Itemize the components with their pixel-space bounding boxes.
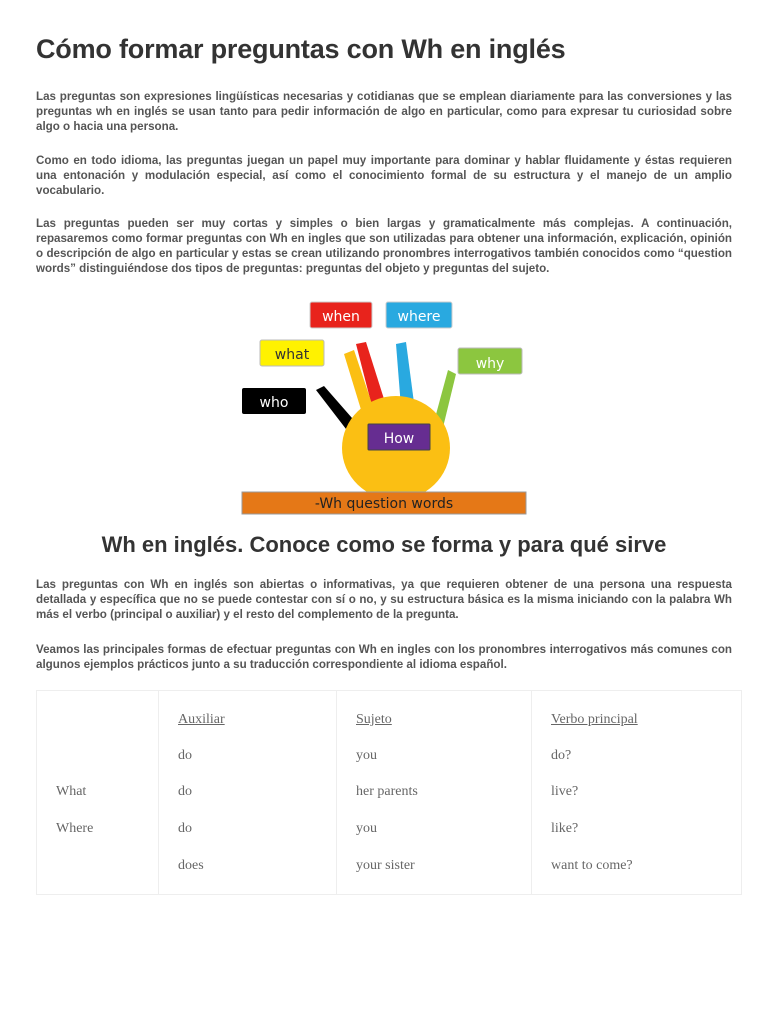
what-label-box	[260, 340, 324, 366]
table-cell: Where	[56, 821, 94, 836]
banner-label: -Wh question words	[314, 496, 454, 512]
table-cell: live?	[551, 784, 579, 799]
where-label-box	[386, 302, 452, 328]
examples-intro-paragraph: Veamos las principales formas de efectuar preguntas con Wh en ingles con los pronombres interrogativos más comunes con algunos ejemplos prácticos junto a su traducción correspondiente al idioma español.	[36, 643, 732, 671]
wh-question-words-banner	[242, 492, 526, 514]
table-cell: you	[356, 748, 377, 763]
wh-word-column	[37, 691, 159, 895]
table-cell: What	[56, 784, 87, 799]
table-cell: do	[178, 821, 192, 836]
who-label-box	[242, 388, 306, 414]
where-label: where	[397, 309, 441, 325]
verbo-principal-column	[532, 691, 742, 895]
table-cell: you	[356, 821, 377, 836]
table-cell: do	[178, 748, 192, 763]
how-label: How	[383, 431, 415, 447]
intro-paragraph: Las preguntas son expresiones lingüísticas necesarias y cotidianas que se emplean diariamente para las conversiones y las preguntas wh en inglés se usan tanto para pedir información de algo en particular, como para expresar tu curiosidad sobre algo o hacia una persona.	[36, 90, 732, 133]
page-title: Cómo formar preguntas con Wh en inglés	[36, 34, 566, 64]
structure-paragraph: Las preguntas con Wh en inglés son abiertas o informativas, ya que requieren obtener de una persona una respuesta detallada y específica que no se puede contestar con sí o no, y su estructura básica es la misma iniciando con la palabra Wh más el verbo (principal o auxiliar) y el resto del complemento de la pregunta.	[36, 578, 732, 621]
table-cell: do	[178, 784, 192, 799]
what-label: what	[274, 347, 310, 363]
table-cell: her parents	[356, 784, 418, 799]
question-types-paragraph: Las preguntas pueden ser muy cortas y simples o bien largas y gramaticalmente más complejas. A continuación, repasaremos como formar preguntas con Wh en ingles que son utilizadas para obtener una información, explicación, opinión o descripción de algo en particular y estas se crean utilizando pronombres interrogativos también conocidos como “question words” distinguiéndose dos tipos de preguntas: preguntas del objeto y preguntas del sujeto.	[36, 217, 732, 275]
column-header-auxiliar: Auxiliar	[178, 712, 225, 727]
table-cell: want to come?	[551, 858, 633, 873]
when-label: when	[322, 309, 360, 325]
who-label: who	[259, 395, 289, 411]
how-label-box	[368, 424, 430, 450]
when-label-box	[310, 302, 372, 328]
why-label: why	[475, 356, 505, 372]
column-header-verbo-principal: Verbo principal	[551, 712, 638, 727]
section-heading: Wh en inglés. Conoce como se forma y para qué sirve	[101, 532, 667, 557]
table-cell: your sister	[356, 858, 415, 873]
sujeto-column	[337, 691, 532, 895]
why-label-box	[458, 348, 522, 374]
importance-paragraph: Como en todo idioma, las preguntas juegan un papel muy importante para dominar y hablar fluidamente y éstas requieren una entonación y modulación especial, así como el conocimiento formal de su estructura y el manejo de un amplio vocabulario.	[36, 154, 732, 197]
wh-examples-table	[36, 690, 742, 895]
column-header-sujeto: Sujeto	[356, 712, 392, 727]
auxiliar-column	[159, 691, 337, 895]
wh-question-words-graphic	[238, 298, 530, 516]
table-cell: does	[178, 858, 204, 873]
table-cell: like?	[551, 821, 579, 836]
table-cell: do?	[551, 748, 572, 763]
